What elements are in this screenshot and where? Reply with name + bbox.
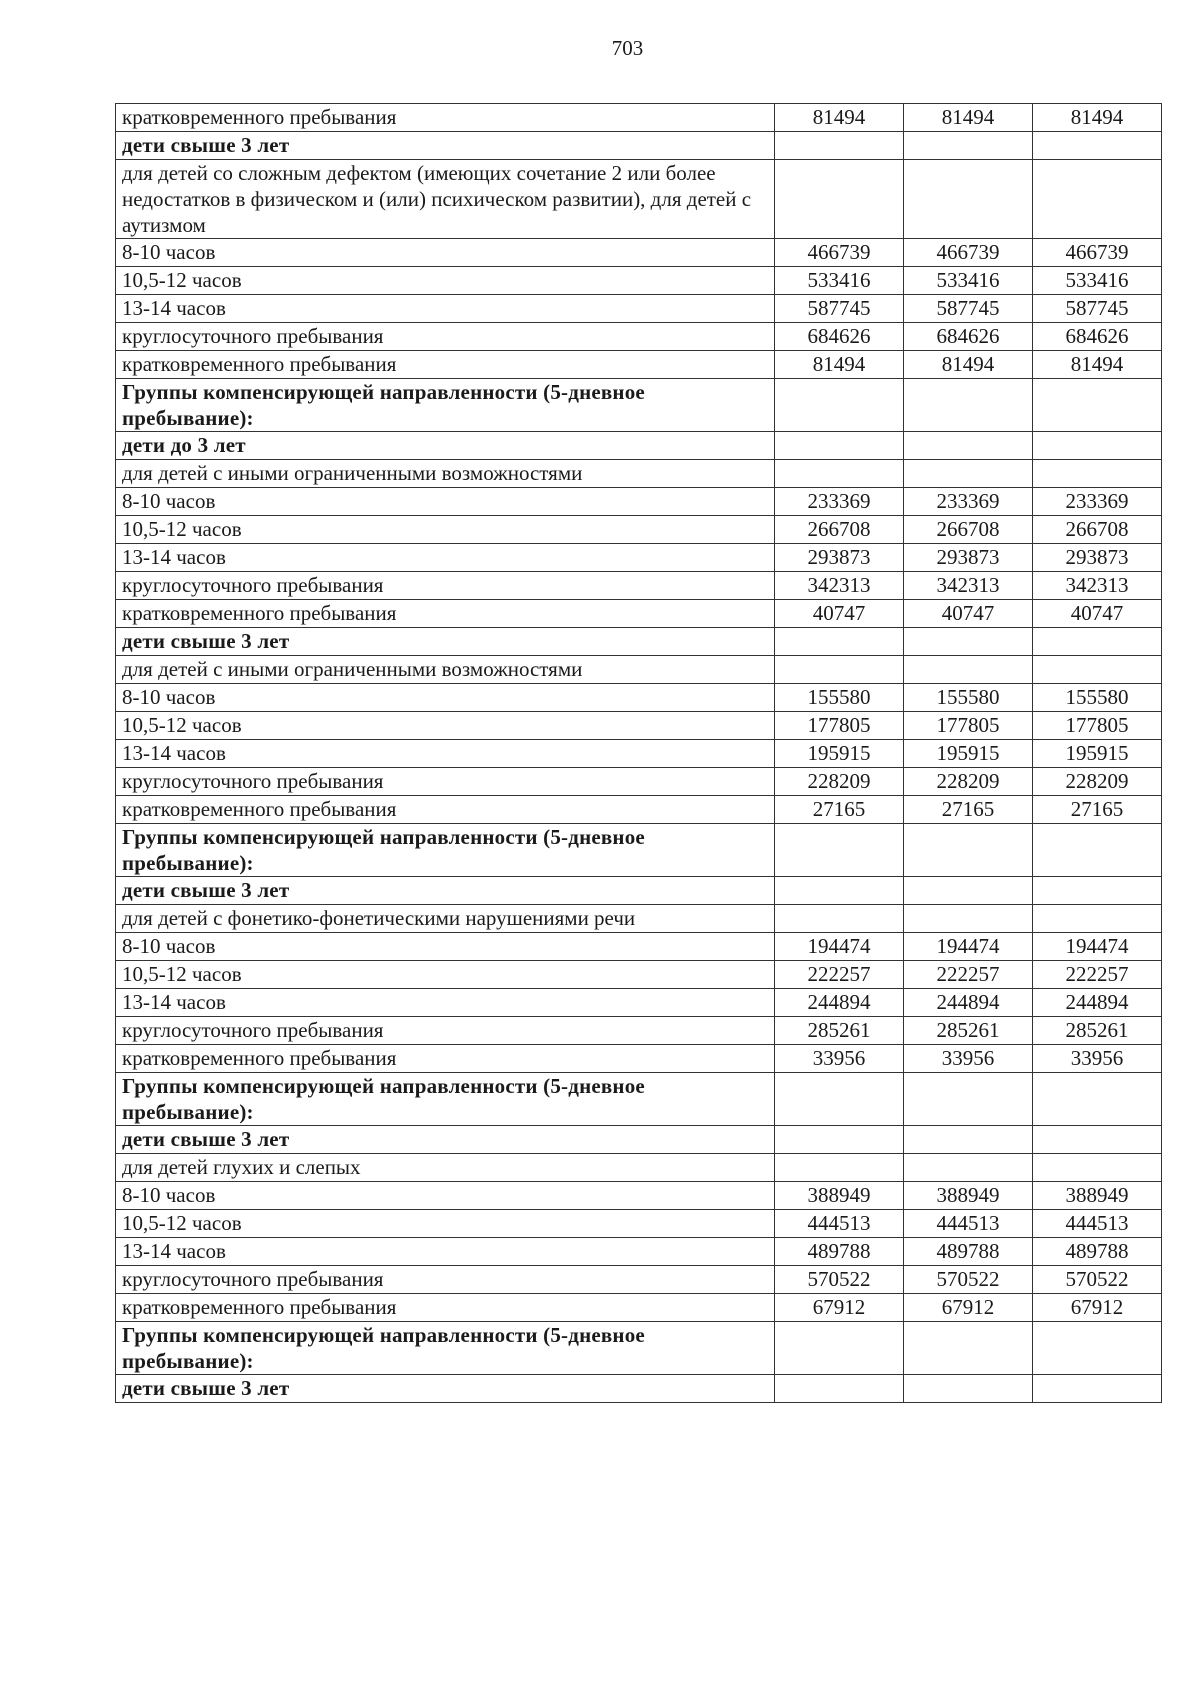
table-row <box>116 239 1162 267</box>
row-label: круглосуточного пребывания <box>116 768 775 796</box>
value-cell-3: 466739 <box>1033 239 1162 267</box>
table-row <box>116 1017 1162 1045</box>
row-label: 8-10 часов <box>116 684 775 712</box>
value-cell-1: 177805 <box>775 712 904 740</box>
value-cell-1 <box>775 1073 904 1126</box>
table-row <box>116 1266 1162 1294</box>
value-cell-3 <box>1033 160 1162 239</box>
value-cell-2 <box>904 905 1033 933</box>
value-cell-2 <box>904 1322 1033 1375</box>
value-cell-1: 293873 <box>775 544 904 572</box>
row-label: для детей с иными ограниченными возможностями <box>116 460 775 488</box>
value-cell-3 <box>1033 1375 1162 1403</box>
row-label: кратковременного пребывания <box>116 1045 775 1073</box>
value-cell-3: 684626 <box>1033 323 1162 351</box>
value-cell-1 <box>775 824 904 877</box>
table-row <box>116 824 1162 877</box>
table-body <box>116 104 1162 1403</box>
value-cell-2: 155580 <box>904 684 1033 712</box>
value-cell-1: 684626 <box>775 323 904 351</box>
tariff-table <box>115 103 1162 1403</box>
value-cell-3: 285261 <box>1033 1017 1162 1045</box>
value-cell-1: 155580 <box>775 684 904 712</box>
value-cell-3: 587745 <box>1033 295 1162 323</box>
value-cell-3: 33956 <box>1033 1045 1162 1073</box>
row-label: круглосуточного пребывания <box>116 323 775 351</box>
table-row <box>116 768 1162 796</box>
row-label: дети свыше 3 лет <box>116 132 775 160</box>
value-cell-3: 342313 <box>1033 572 1162 600</box>
value-cell-1: 233369 <box>775 488 904 516</box>
value-cell-2: 570522 <box>904 1266 1033 1294</box>
table-row <box>116 712 1162 740</box>
row-label: Группы компенсирующей направленности (5-дневное пребывание): <box>116 1073 775 1126</box>
value-cell-2: 244894 <box>904 989 1033 1017</box>
value-cell-1: 195915 <box>775 740 904 768</box>
value-cell-3 <box>1033 1322 1162 1375</box>
value-cell-2: 533416 <box>904 267 1033 295</box>
value-cell-2 <box>904 1126 1033 1154</box>
table-row <box>116 933 1162 961</box>
value-cell-1: 81494 <box>775 351 904 379</box>
value-cell-1: 33956 <box>775 1045 904 1073</box>
value-cell-3: 27165 <box>1033 796 1162 824</box>
value-cell-1: 489788 <box>775 1238 904 1266</box>
value-cell-3: 489788 <box>1033 1238 1162 1266</box>
page-number: 703 <box>611 36 644 60</box>
row-label: 8-10 часов <box>116 1182 775 1210</box>
value-cell-2: 194474 <box>904 933 1033 961</box>
value-cell-2: 489788 <box>904 1238 1033 1266</box>
table-row <box>116 1154 1162 1182</box>
value-cell-1: 342313 <box>775 572 904 600</box>
value-cell-3: 533416 <box>1033 267 1162 295</box>
value-cell-2 <box>904 432 1033 460</box>
value-cell-3: 244894 <box>1033 989 1162 1017</box>
value-cell-1: 570522 <box>775 1266 904 1294</box>
value-cell-3: 194474 <box>1033 933 1162 961</box>
value-cell-1 <box>775 656 904 684</box>
table-row <box>116 160 1162 239</box>
table-row <box>116 460 1162 488</box>
row-label: Группы компенсирующей направленности (5-дневное пребывание): <box>116 1322 775 1375</box>
value-cell-1 <box>775 132 904 160</box>
value-cell-1 <box>775 379 904 432</box>
value-cell-2: 40747 <box>904 600 1033 628</box>
value-cell-2: 684626 <box>904 323 1033 351</box>
value-cell-3 <box>1033 656 1162 684</box>
value-cell-2: 285261 <box>904 1017 1033 1045</box>
value-cell-2: 81494 <box>904 104 1033 132</box>
row-label: дети свыше 3 лет <box>116 1126 775 1154</box>
table-row <box>116 432 1162 460</box>
row-label: 13-14 часов <box>116 740 775 768</box>
value-cell-1: 27165 <box>775 796 904 824</box>
value-cell-3: 388949 <box>1033 1182 1162 1210</box>
value-cell-3 <box>1033 460 1162 488</box>
row-label: круглосуточного пребывания <box>116 1017 775 1045</box>
table-row <box>116 1126 1162 1154</box>
value-cell-2 <box>904 1154 1033 1182</box>
value-cell-1: 222257 <box>775 961 904 989</box>
value-cell-2 <box>904 460 1033 488</box>
value-cell-1: 285261 <box>775 1017 904 1045</box>
value-cell-2: 444513 <box>904 1210 1033 1238</box>
table-row <box>116 1210 1162 1238</box>
value-cell-3 <box>1033 877 1162 905</box>
row-label: для детей с иными ограниченными возможностями <box>116 656 775 684</box>
value-cell-1: 40747 <box>775 600 904 628</box>
value-cell-2 <box>904 824 1033 877</box>
value-cell-2 <box>904 656 1033 684</box>
table-row <box>116 628 1162 656</box>
value-cell-1 <box>775 1126 904 1154</box>
row-label: 13-14 часов <box>116 1238 775 1266</box>
value-cell-2: 466739 <box>904 239 1033 267</box>
table-row <box>116 267 1162 295</box>
value-cell-1 <box>775 432 904 460</box>
value-cell-2: 388949 <box>904 1182 1033 1210</box>
value-cell-1: 466739 <box>775 239 904 267</box>
table-row <box>116 877 1162 905</box>
table-row <box>116 796 1162 824</box>
value-cell-2: 27165 <box>904 796 1033 824</box>
row-label: кратковременного пребывания <box>116 351 775 379</box>
row-label: круглосуточного пребывания <box>116 572 775 600</box>
table-row <box>116 684 1162 712</box>
row-label: дети свыше 3 лет <box>116 628 775 656</box>
table-row <box>116 295 1162 323</box>
table-row <box>116 1073 1162 1126</box>
value-cell-2: 222257 <box>904 961 1033 989</box>
value-cell-3 <box>1033 379 1162 432</box>
table-row <box>116 379 1162 432</box>
table-row <box>116 572 1162 600</box>
value-cell-1: 228209 <box>775 768 904 796</box>
value-cell-1: 81494 <box>775 104 904 132</box>
value-cell-2 <box>904 1073 1033 1126</box>
table-row <box>116 656 1162 684</box>
table-row <box>116 323 1162 351</box>
row-label: для детей с фонетико-фонетическими нарушениями речи <box>116 905 775 933</box>
value-cell-1 <box>775 628 904 656</box>
value-cell-3: 177805 <box>1033 712 1162 740</box>
row-label: кратковременного пребывания <box>116 600 775 628</box>
table-row <box>116 600 1162 628</box>
table-row <box>116 905 1162 933</box>
table-row <box>116 104 1162 132</box>
value-cell-1: 266708 <box>775 516 904 544</box>
value-cell-3 <box>1033 824 1162 877</box>
value-cell-2: 266708 <box>904 516 1033 544</box>
row-label: для детей глухих и слепых <box>116 1154 775 1182</box>
table-row <box>116 1238 1162 1266</box>
row-label: 8-10 часов <box>116 933 775 961</box>
row-label: Группы компенсирующей направленности (5-дневное пребывание): <box>116 824 775 877</box>
row-label: 13-14 часов <box>116 989 775 1017</box>
value-cell-1: 533416 <box>775 267 904 295</box>
table-row <box>116 488 1162 516</box>
row-label: Группы компенсирующей направленности (5-дневное пребывание): <box>116 379 775 432</box>
value-cell-2 <box>904 160 1033 239</box>
row-label: дети свыше 3 лет <box>116 877 775 905</box>
value-cell-3: 222257 <box>1033 961 1162 989</box>
value-cell-3: 195915 <box>1033 740 1162 768</box>
value-cell-3 <box>1033 1073 1162 1126</box>
row-label: дети свыше 3 лет <box>116 1375 775 1403</box>
value-cell-2: 195915 <box>904 740 1033 768</box>
value-cell-2 <box>904 379 1033 432</box>
row-label: дети до 3 лет <box>116 432 775 460</box>
value-cell-3: 81494 <box>1033 351 1162 379</box>
value-cell-3 <box>1033 905 1162 933</box>
value-cell-1: 587745 <box>775 295 904 323</box>
value-cell-1 <box>775 460 904 488</box>
table-row <box>116 351 1162 379</box>
table-row <box>116 1375 1162 1403</box>
row-label: 13-14 часов <box>116 544 775 572</box>
value-cell-1: 444513 <box>775 1210 904 1238</box>
value-cell-2: 67912 <box>904 1294 1033 1322</box>
table-row <box>116 516 1162 544</box>
row-label: 8-10 часов <box>116 488 775 516</box>
row-label: кратковременного пребывания <box>116 104 775 132</box>
row-label: кратковременного пребывания <box>116 796 775 824</box>
table-row <box>116 989 1162 1017</box>
row-label: для детей со сложным дефектом (имеющих сочетание 2 или более недостатков в физическом и (или) психическом развитии), для детей с аутизмом <box>116 160 775 239</box>
table-row <box>116 961 1162 989</box>
value-cell-1: 388949 <box>775 1182 904 1210</box>
value-cell-3: 233369 <box>1033 488 1162 516</box>
value-cell-3 <box>1033 432 1162 460</box>
row-label: 10,5-12 часов <box>116 516 775 544</box>
value-cell-1: 67912 <box>775 1294 904 1322</box>
value-cell-3: 40747 <box>1033 600 1162 628</box>
row-label: 10,5-12 часов <box>116 1210 775 1238</box>
value-cell-2: 33956 <box>904 1045 1033 1073</box>
value-cell-3: 81494 <box>1033 104 1162 132</box>
value-cell-1 <box>775 877 904 905</box>
value-cell-3: 444513 <box>1033 1210 1162 1238</box>
table-row <box>116 544 1162 572</box>
value-cell-3: 228209 <box>1033 768 1162 796</box>
value-cell-3 <box>1033 1154 1162 1182</box>
table-row <box>116 1294 1162 1322</box>
row-label: 10,5-12 часов <box>116 961 775 989</box>
row-label: 10,5-12 часов <box>116 267 775 295</box>
row-label: 8-10 часов <box>116 239 775 267</box>
row-label: кратковременного пребывания <box>116 1294 775 1322</box>
value-cell-2: 233369 <box>904 488 1033 516</box>
value-cell-3: 293873 <box>1033 544 1162 572</box>
table-row <box>116 1322 1162 1375</box>
value-cell-2 <box>904 1375 1033 1403</box>
value-cell-1 <box>775 905 904 933</box>
table-row <box>116 132 1162 160</box>
value-cell-1: 194474 <box>775 933 904 961</box>
value-cell-3 <box>1033 628 1162 656</box>
value-cell-2 <box>904 877 1033 905</box>
value-cell-1 <box>775 160 904 239</box>
value-cell-2: 587745 <box>904 295 1033 323</box>
value-cell-1 <box>775 1375 904 1403</box>
value-cell-2: 342313 <box>904 572 1033 600</box>
value-cell-3: 266708 <box>1033 516 1162 544</box>
value-cell-1 <box>775 1154 904 1182</box>
value-cell-3: 570522 <box>1033 1266 1162 1294</box>
value-cell-1: 244894 <box>775 989 904 1017</box>
table-row <box>116 740 1162 768</box>
value-cell-3: 155580 <box>1033 684 1162 712</box>
table-row <box>116 1182 1162 1210</box>
value-cell-2 <box>904 132 1033 160</box>
row-label: круглосуточного пребывания <box>116 1266 775 1294</box>
value-cell-3 <box>1033 132 1162 160</box>
row-label: 10,5-12 часов <box>116 712 775 740</box>
value-cell-2 <box>904 628 1033 656</box>
value-cell-2: 293873 <box>904 544 1033 572</box>
value-cell-2: 177805 <box>904 712 1033 740</box>
value-cell-3 <box>1033 1126 1162 1154</box>
value-cell-3: 67912 <box>1033 1294 1162 1322</box>
value-cell-2: 228209 <box>904 768 1033 796</box>
value-cell-1 <box>775 1322 904 1375</box>
table-row <box>116 1045 1162 1073</box>
value-cell-2: 81494 <box>904 351 1033 379</box>
row-label: 13-14 часов <box>116 295 775 323</box>
